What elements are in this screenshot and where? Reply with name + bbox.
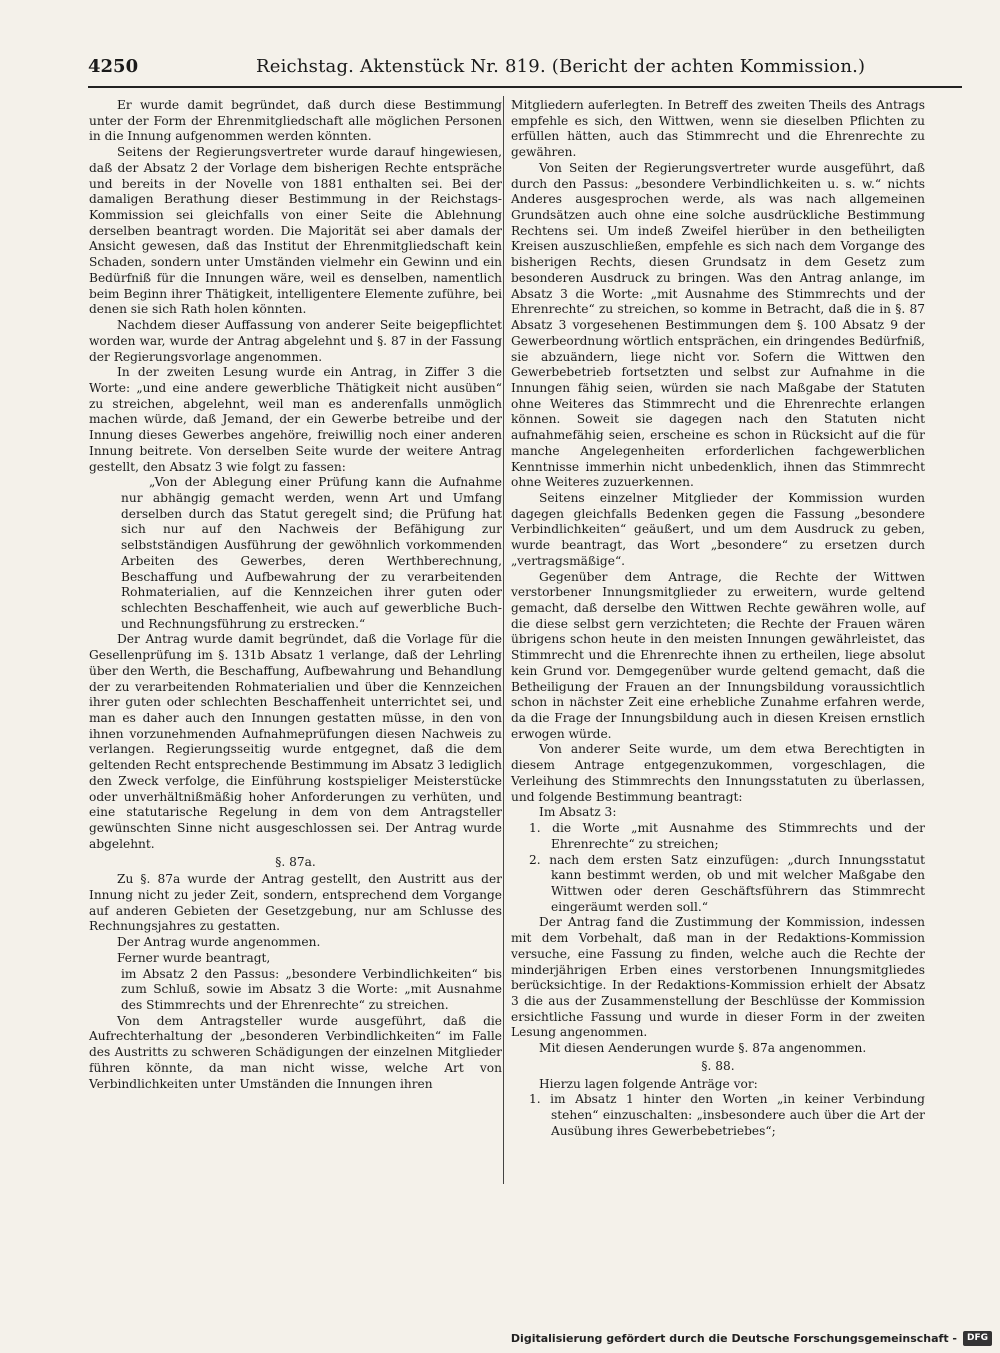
paragraph: Mitgliedern auferlegten. In Betreff des zweiten Theils des Antrags empfehle es sich, den Wittwen, wenn sie dieselben Pflichten zu erfüllen hätten, auch das Stimmrecht und die Ehrenrechte zu gewähren. (511, 98, 925, 160)
paragraph: Zu §. 87a wurde der Antrag gestellt, den Austritt aus der Innung nicht zu jeder Zeit, sondern, entsprechend dem Vorgange auf anderen Gebieten der Gesetzgebung, nur am Schlusse des Rechnungsjahres zu gestatten. (89, 872, 502, 934)
page-number: 4250 (88, 56, 139, 77)
paragraph: Von Seiten der Regierungsvertreter wurde ausgeführt, daß durch den Passus: „besondere Verbindlichkeiten u. s. w.“ nichts Anderes ausgesprochen werde, als was nach allgemeinen Grundsätzen auch ohne eine solche ausdrückliche Bestimmung Rechtens sei. Um indeß Zweifel hierüber in den betheiligten Kreisen auszuschließen, empfehle es sich nach dem Vorgange des bisherigen Rechts, diesen Grundsatz in dem Gesetz zum besonderen Ausdruck zu bringen. Was den Antrag anlange, im Absatz 3 die Worte: „mit Ausnahme des Stimmrechts und der Ehrenrechte“ zu streichen, so komme in Betracht, daß die in §. 87 Absatz 3 vorgesehenen Bestimmungen dem §. 100 Absatz 9 der Gewerbeordnung wörtlich entsprächen, ein dringendes Bedürfniß, sie abzuändern, liege nicht vor. Sofern die Wittwen den Gewerbebetrieb fortsetzten und selbst zur Aufnahme in die Innungen fähig seien, würden sie nach Maßgabe der Statuten ohne Weiteres das Stimmrecht und die Ehrenrechte erlangen können. Soweit sie dagegen nach den Statuten nicht aufnahmefähig seien, erscheine es schon in Rücksicht auf die für manche Angelegenheiten erforderlichen fachgewerblichen Kenntnisse immerhin nicht unbedenklich, ihnen das Stimmrecht ohne Weiteres zuzuerkennen. (511, 160, 925, 490)
paragraph: Der Antrag fand die Zustimmung der Kommission, indessen mit dem Vorbehalt, daß man in der Redaktions-Kommission versuche, eine Fassung zu finden, welche auch die Rechte der minderjährigen Erben eines verstorbenen Innungsmitgliedes berücksichtige. In der Redaktions-Kommission erhielt der Absatz 3 die aus der Zusammenstellung der Beschlüsse der Kommission ersichtliche Fassung und wurde in dieser Form in der zweiten Lesung angenommen. (511, 915, 925, 1040)
paragraph: In der zweiten Lesung wurde ein Antrag, in Ziffer 3 die Worte: „und eine andere gewerbliche Thätigkeit nicht ausüben“ zu streichen, abgelehnt, weil man es anderenfalls unmöglich machen würde, daß Jemand, der ein Gewerbe betreibe und der Innung dieses Gewerbes angehöre, freiwillig noch einer anderen Innung beitrete. Von derselben Seite wurde der weitere Antrag gestellt, den Absatz 3 wie folgt zu fassen: (89, 365, 502, 474)
running-title: Reichstag. Aktenstück Nr. 819. (Bericht der achten Kommission.) (256, 56, 866, 77)
list-item: 2. nach dem ersten Satz einzufügen: „durch Innungsstatut kann bestimmt werden, ob und mit welcher Maßgabe den Wittwen oder deren Geschäftsführern das Stimmrecht eingeräumt werden soll.“ (529, 852, 925, 914)
paragraph: Von dem Antragsteller wurde ausgeführt, daß die Aufrechterhaltung der „besonderen Verbindlichkeiten“ im Falle des Austritts zu schweren Schädigungen der einzelnen Mitglieder führen könnte, da man nicht wisse, welche Art von Verbindlichkeiten unter Umständen die Innungen ihren (89, 1013, 502, 1091)
digitization-footer (511, 1330, 992, 1346)
paragraph: Seitens der Regierungsvertreter wurde darauf hingewiesen, daß der Absatz 2 der Vorlage dem bisherigen Rechte entspräche und bereits in der Novelle von 1881 enthalten sei. Bei der damaligen Berathung dieser Bestimmung in der Reichstags-Kommission sei gleichfalls von einer Seite die Ablehnung derselben beantragt worden. Die Majorität sei aber damals der Ansicht gewesen, daß das Institut der Ehrenmitgliedschaft kein Schaden, sondern unter Umständen vielmehr ein Gewinn und ein Bedürfniß für die Innungen wäre, weil es denselben, namentlich beim Beginn ihrer Thätigkeit, intelligentere Elemente zuführe, bei denen sie sich Rath holen könnten. (89, 145, 502, 317)
right-column (511, 98, 925, 1139)
page-header (88, 54, 962, 82)
header-rule (88, 86, 962, 88)
section-heading: §. 87a. (275, 854, 316, 869)
list-item: 1. die Worte „mit Ausnahme des Stimmrechts und der Ehrenrechte“ zu streichen; (529, 821, 925, 851)
dfg-logo: DFG (963, 1331, 992, 1346)
paragraph: Nachdem dieser Auffassung von anderer Seite beigepflichtet worden war, wurde der Antrag abgelehnt und §. 87 in der Fassung der Regierungsvorlage angenommen. (89, 318, 502, 364)
paragraph: Der Antrag wurde damit begründet, daß die Vorlage für die Gesellenprüfung im §. 131b Absatz 1 verlange, daß der Lehrling über den Werth, die Beschaffung, Aufbewahrung und Behandlung der zu verarbeitenden Rohmaterialien und über die Kennzeichen ihrer guten oder schlechten Beschaffenheit unterrichtet sei, und man es daher auch den Innungen gestatten müsse, in den von ihnen vorzunehmenden Aufnahmeprüfungen diesen Nachweis zu verlangen. Regierungsseitig wurde entgegnet, daß die dem geltenden Recht entsprechende Bestimmung im Absatz 3 lediglich den Zweck verfolge, die Einführung kostspieliger Meisterstücke oder unverhältnißmäßig hoher Anforderungen zu verhüten, und eine statutarische Regelung in dem von dem Antragsteller gewünschten Sinne nicht ausgeschlossen sei. Der Antrag wurde abgelehnt. (89, 632, 502, 851)
paragraph: Ferner wurde beantragt, (117, 950, 271, 965)
list-intro: Im Absatz 3: (539, 805, 617, 820)
list-item: 1. im Absatz 1 hinter den Worten „in keiner Verbindung stehen“ einzuschalten: „insbesondere auch über die Art der Ausübung ihres Gewerbebetriebes“; (529, 1092, 925, 1138)
footer-text: Digitalisierung gefördert durch die Deutsche Forschungsgemeinschaft - (510, 1331, 957, 1345)
paragraph: Gegenüber dem Antrage, die Rechte der Wittwen verstorbener Innungsmitglieder zu erweitern, wurde geltend gemacht, daß derselbe den Wittwen Rechte gewähren wolle, auf die diese selbst gern verzichteten; die Rechte der Frauen wären übrigens schon heute in den meisten Innungen gewährleistet, das Stimmrecht und die Ehrenrechte ihnen zu ertheilen, liege absolut kein Grund vor. Demgegenüber wurde geltend gemacht, daß die Betheiligung der Frauen an der Innungsbildung voraussichtlich schon in nächster Zeit eine erhebliche Zunahme erfahren werde, da die Frage der Innungsbildung auch in diesen Kreisen ernstlich erwogen würde. (511, 569, 925, 741)
column-divider (503, 96, 504, 1184)
paragraph: Von anderer Seite wurde, um dem etwa Berechtigten in diesem Antrage entgegenzukommen, vorgeschlagen, die Verleihung des Stimmrechts den Innungsstatuten zu überlassen, und folgende Bestimmung beantragt: (511, 742, 925, 804)
paragraph: Der Antrag wurde angenommen. (117, 935, 321, 950)
paragraph: Mit diesen Aenderungen wurde §. 87a angenommen. (539, 1041, 867, 1056)
list-intro: Hierzu lagen folgende Anträge vor: (539, 1076, 758, 1091)
quoted-proposal: „Von der Ablegung einer Prüfung kann die Aufnahme nur abhängig gemacht werden, wenn Art und Umfang derselben durch das Statut geregelt sind; die Prüfung hat sich nur auf den Nachweis der Befähigung zur selbstständigen Ausführung der gewöhnlich vorkommenden Arbeiten des Gewerbes, deren Werthberechnung, Beschaffung und Aufbewahrung der zu verarbeitenden Rohmaterialien, auf die Kennzeichen ihrer guten oder schlechten Beschaffenheit, wie auch auf gewerbliche Buch- und Rechnungsführung zu erstrecken.“ (121, 475, 502, 631)
paragraph: Er wurde damit begründet, daß durch diese Bestimmung unter der Form der Ehrenmitgliedschaft alle möglichen Personen in die Innung aufgenommen werden könnten. (89, 98, 502, 144)
paragraph: Seitens einzelner Mitglieder der Kommission wurden dagegen gleichfalls Bedenken gegen die Fassung „besondere Verbindlichkeiten“ geäußert, und um dem Ausdruck zu geben, wurde beantragt, das Wort „besondere“ zu ersetzen durch „vertragsmäßige“. (511, 490, 925, 568)
left-column (89, 98, 502, 1092)
quoted-proposal: im Absatz 2 den Passus: „besondere Verbindlichkeiten“ bis zum Schluß, sowie im Absatz 3 die Worte: „mit Ausnahme des Stimmrechts und der Ehrenrechte“ zu streichen. (121, 966, 502, 1012)
section-heading: §. 88. (701, 1058, 735, 1073)
